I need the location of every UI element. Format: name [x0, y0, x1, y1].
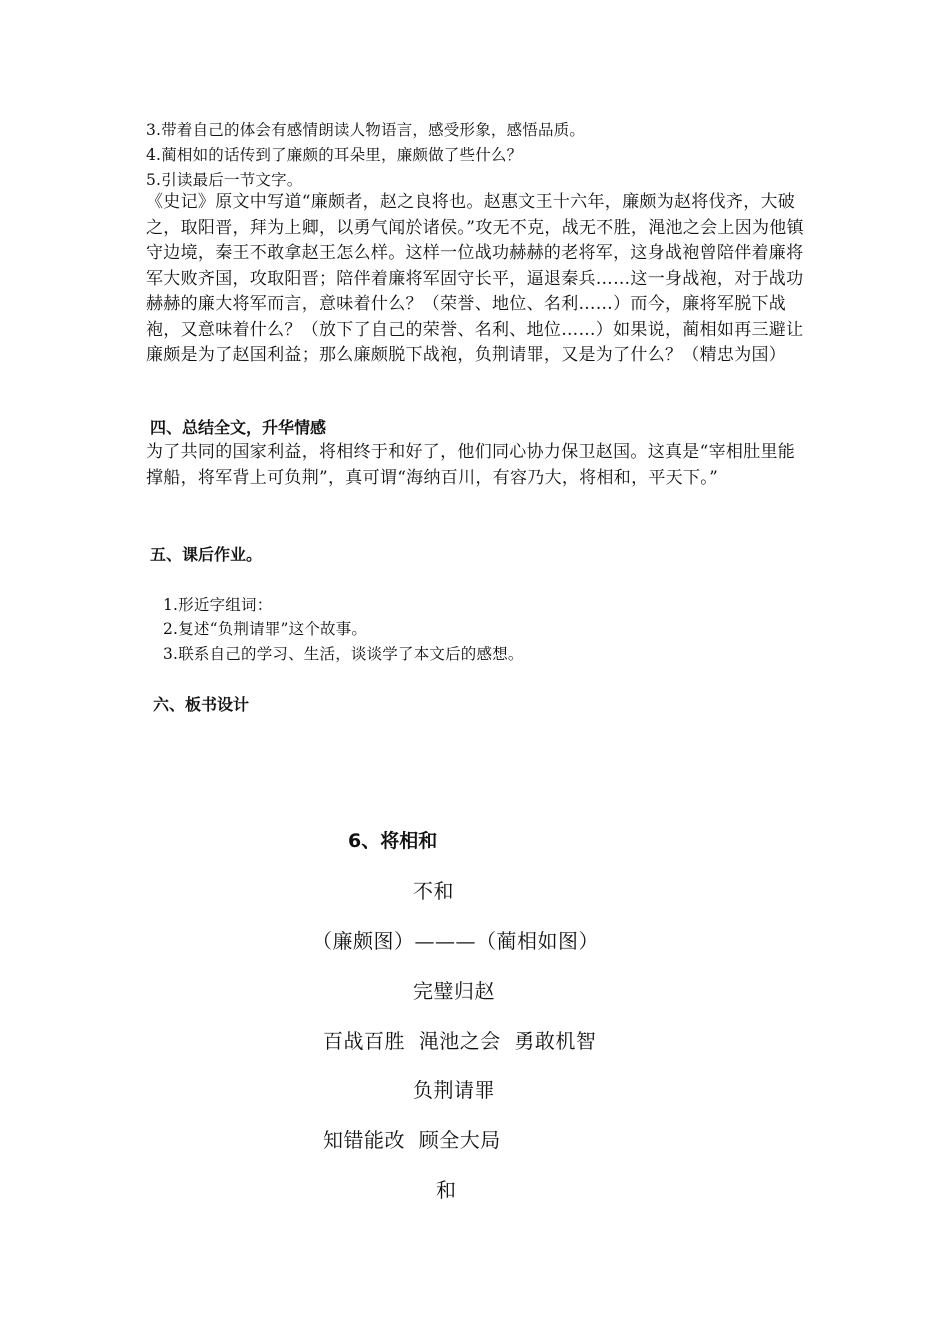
board-line-qualities: 百战百胜 渑池之会 勇敢机智	[323, 1029, 597, 1053]
board-line-apology: 负荆请罪	[413, 1078, 495, 1102]
section-5-heading: 五、课后作业。	[150, 545, 263, 564]
homework-item-3: 3.联系自己的学习、生活，谈谈学了本文后的感想。	[163, 645, 524, 663]
board-line-virtues: 知错能改 顾全大局	[323, 1128, 501, 1152]
step-3: 3.带着自己的体会有感情朗读人物语言，感受形象，感悟品质。	[146, 121, 586, 139]
section-4-body: 为了共同的国家利益，将相终于和好了，他们同心协力保卫赵国。这真是“宰相肚里能撑船，将军背上可负荆”，真可谓“海纳百川，有容乃大，将相和，平天下。”	[146, 442, 796, 488]
section-6-heading: 六、板书设计	[153, 695, 250, 714]
board-line-harmony: 和	[436, 1178, 457, 1202]
board-title: 6、将相和	[348, 830, 438, 852]
board-line-jade: 完璧归赵	[413, 979, 495, 1003]
board-line-portraits: （廉颇图）———（蔺相如图）	[312, 929, 599, 953]
section-4-heading: 四、总结全文，升华情感	[150, 418, 327, 437]
step-5: 5.引读最后一节文字。	[146, 171, 303, 189]
homework-item-2: 2.复述“负荆请罪”这个故事。	[163, 620, 368, 638]
board-line-not-harmonious: 不和	[413, 879, 454, 903]
shiji-paragraph: 《史记》原文中写道“廉颇者，赵之良将也。赵惠文王十六年，廉颇为赵将伐齐，大破之，取阳晋，拜为上卿，以勇气闻於诸侯。”攻无不克，战无不胜，渑池之会上因为他镇守边境，秦王不敢拿赵王怎么样。这样一位战功赫赫的老将军，这身战袍曾陪伴着廉将军大败齐国，攻取阳晋；陪伴着廉将军固守长平，逼退秦兵……这一身战袍，对于战功赫赫的廉大将军而言，意味着什么？（荣誉、地位、名利……）而今，廉将军脱下战袍，又意味着什么？（放下了自己的荣誉、名利、地位……）如果说，蔺相如再三避让廉颇是为了赵国利益；那么廉颇脱下战袍，负荆请罪，又是为了什么？（精忠为国）	[146, 192, 804, 365]
homework-item-1: 1.形近字组词：	[163, 596, 273, 614]
step-4: 4.蔺相如的话传到了廉颇的耳朵里，廉颇做了些什么？	[146, 146, 523, 164]
